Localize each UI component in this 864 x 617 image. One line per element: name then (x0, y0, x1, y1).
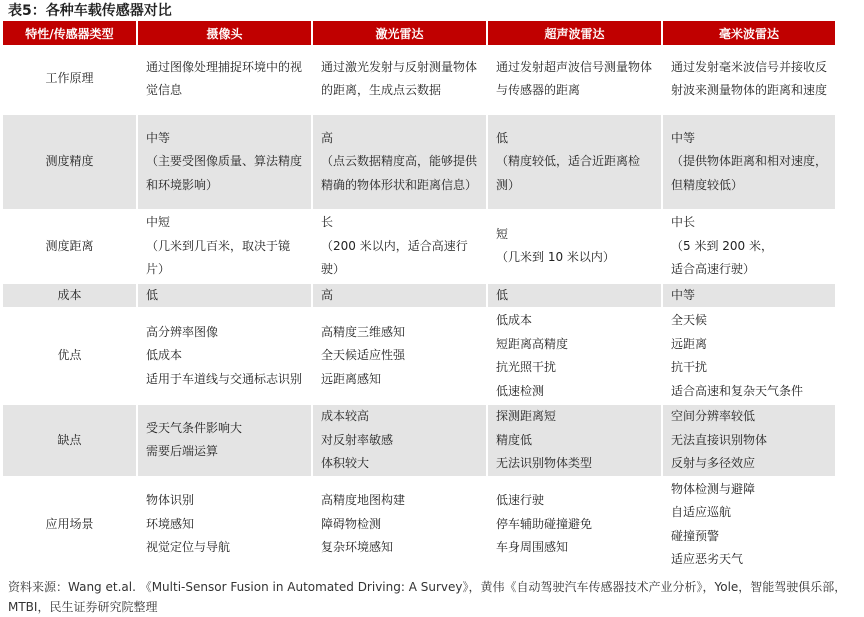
cell-text: （精度较低，适合近距离检测） (496, 154, 641, 192)
cell-text: 高精度三维感知 (321, 324, 406, 339)
cell-ultrasonic (488, 45, 663, 115)
header-mmwave: 毫米波雷达 (663, 21, 835, 45)
cell-text: （200 米以内，适合高速行驶） (321, 238, 468, 276)
header-camera: 摄像头 (138, 21, 313, 45)
cell-text: 物体检测与避障 (671, 481, 756, 496)
cell-text: 空间分辨率较低 (671, 409, 756, 423)
cell-lidar (313, 211, 488, 284)
cell-text: 通过图像处理捕捉环境中的视觉信息 (146, 59, 303, 97)
cell-text: 短 (496, 226, 509, 241)
cell-lidar (313, 284, 488, 310)
cell-text: 高 (321, 287, 334, 302)
cell-text: 无法识别物体类型 (496, 456, 593, 470)
cell-text: 中等 (671, 130, 696, 145)
header-feature: 特性/传感器类型 (3, 21, 138, 45)
cell-text: 无法直接识别物体 (671, 432, 768, 447)
cell-text: 适应恶劣天气 (671, 552, 744, 566)
cell-text: 通过发射超声波信号测量物体与传感器的距离 (496, 59, 653, 97)
cell-text: 精度低 (496, 432, 533, 447)
cell-text: 短距离高精度 (496, 336, 569, 351)
cell-text: 长 (321, 215, 334, 229)
table-row (3, 405, 835, 478)
cell-text: （几米到几百米，取决于镜片） (146, 238, 291, 276)
table-row (3, 45, 835, 115)
cell-text: 车身周围感知 (496, 540, 569, 555)
cell-text: 全天候适应性强 (321, 348, 406, 363)
cell-lidar (313, 478, 488, 574)
cell-mmwave (663, 211, 835, 284)
cell-mmwave (663, 478, 835, 574)
source-line-1: 资料来源：Wang et.al. 《Multi-Sensor Fusion in Automated Driving: A Survey》，黄伟《自动驾驶汽车传感器技术产业分析》，Yole，智能驾驶俱乐部， (8, 580, 847, 594)
table-row (3, 284, 835, 310)
cell-text: 复杂环境感知 (321, 540, 394, 555)
cell-camera (138, 211, 313, 284)
sensor-comparison-table (3, 21, 835, 574)
feature-cell: 成本 (3, 284, 138, 310)
header-row (3, 21, 835, 45)
source-note (8, 577, 848, 617)
table-body (3, 45, 835, 574)
cell-text: 探测距离短 (496, 409, 557, 423)
cell-ultrasonic (488, 478, 663, 574)
cell-text: 适合高速行驶） (671, 262, 756, 276)
cell-mmwave (663, 405, 835, 478)
feature-cell: 应用场景 (3, 478, 138, 574)
cell-text: 通过激光发射与反射测量物体的距离，生成点云数据 (321, 59, 478, 97)
cell-text: 受天气条件影响大 (146, 420, 243, 435)
cell-text: 适合高速和复杂天气条件 (671, 383, 804, 398)
cell-text: 抗光照干扰 (496, 360, 557, 374)
source-line-2: MTBI，民生证券研究院整理 (8, 600, 158, 614)
cell-ultrasonic (488, 309, 663, 405)
cell-camera (138, 478, 313, 574)
cell-lidar (313, 45, 488, 115)
cell-text: 环境感知 (146, 516, 195, 531)
cell-text: 需要后端运算 (146, 444, 219, 459)
cell-camera (138, 45, 313, 115)
cell-text: 低成本 (146, 348, 183, 363)
cell-text: （5 米到 200 米， (671, 238, 773, 253)
feature-cell: 缺点 (3, 405, 138, 478)
cell-text: （提供物体距离和相对速度，但精度较低） (671, 154, 828, 192)
cell-text: 远距离 (671, 336, 708, 351)
cell-text: 反射与多径效应 (671, 456, 756, 470)
table-row (3, 309, 835, 405)
cell-text: 全天候 (671, 313, 708, 327)
table-row (3, 211, 835, 284)
cell-text: 停车辅助碰撞避免 (496, 516, 593, 531)
cell-text: （几米到 10 米以内） (496, 250, 615, 265)
cell-text: 适用于车道线与交通标志识别 (146, 371, 303, 386)
cell-text: 成本较高 (321, 409, 370, 423)
header-lidar: 激光雷达 (313, 21, 488, 45)
cell-ultrasonic (488, 115, 663, 211)
cell-ultrasonic (488, 284, 663, 310)
cell-text: 中短 (146, 215, 171, 229)
cell-lidar (313, 405, 488, 478)
cell-text: 视觉定位与导航 (146, 540, 231, 555)
table-row (3, 115, 835, 211)
cell-text: 通过发射毫米波信号并接收反射波来测量物体的距离和速度 (671, 59, 828, 97)
cell-text: 低成本 (496, 313, 533, 327)
cell-ultrasonic (488, 211, 663, 284)
cell-text: 高精度地图构建 (321, 493, 406, 508)
cell-lidar (313, 115, 488, 211)
cell-text: 抗干扰 (671, 360, 708, 374)
cell-camera (138, 284, 313, 310)
cell-text: 碰撞预警 (671, 528, 720, 543)
cell-text: 障碍物检测 (321, 516, 382, 531)
feature-cell: 优点 (3, 309, 138, 405)
cell-text: （主要受图像质量、算法精度和环境影响） (146, 154, 303, 192)
cell-camera (138, 309, 313, 405)
cell-text: 中等 (146, 130, 171, 145)
cell-text: 低速检测 (496, 383, 545, 398)
cell-text: 低速行驶 (496, 493, 545, 508)
cell-ultrasonic (488, 405, 663, 478)
feature-cell: 测度距离 (3, 211, 138, 284)
cell-text: 物体识别 (146, 493, 195, 508)
table-row (3, 478, 835, 574)
cell-text: 自适应巡航 (671, 505, 732, 519)
table-title: 表5：各种车载传感器对比 (8, 3, 172, 19)
cell-mmwave (663, 115, 835, 211)
feature-cell: 测度精度 (3, 115, 138, 211)
feature-cell: 工作原理 (3, 45, 138, 115)
cell-camera (138, 405, 313, 478)
cell-text: 低 (496, 287, 509, 302)
cell-text: 高分辨率图像 (146, 324, 219, 339)
cell-text: 高 (321, 130, 334, 145)
cell-mmwave (663, 284, 835, 310)
cell-mmwave (663, 45, 835, 115)
cell-text: 中长 (671, 215, 696, 229)
cell-text: 体积较大 (321, 456, 370, 470)
cell-text: 远距离感知 (321, 371, 382, 386)
cell-mmwave (663, 309, 835, 405)
cell-text: （点云数据精度高，能够提供精确的物体形状和距离信息） (321, 154, 478, 192)
cell-text: 中等 (671, 287, 696, 302)
cell-lidar (313, 309, 488, 405)
cell-camera (138, 115, 313, 211)
header-ultrasonic: 超声波雷达 (488, 21, 663, 45)
cell-text: 对反射率敏感 (321, 432, 394, 447)
cell-text: 低 (496, 130, 509, 145)
cell-text: 低 (146, 287, 159, 302)
